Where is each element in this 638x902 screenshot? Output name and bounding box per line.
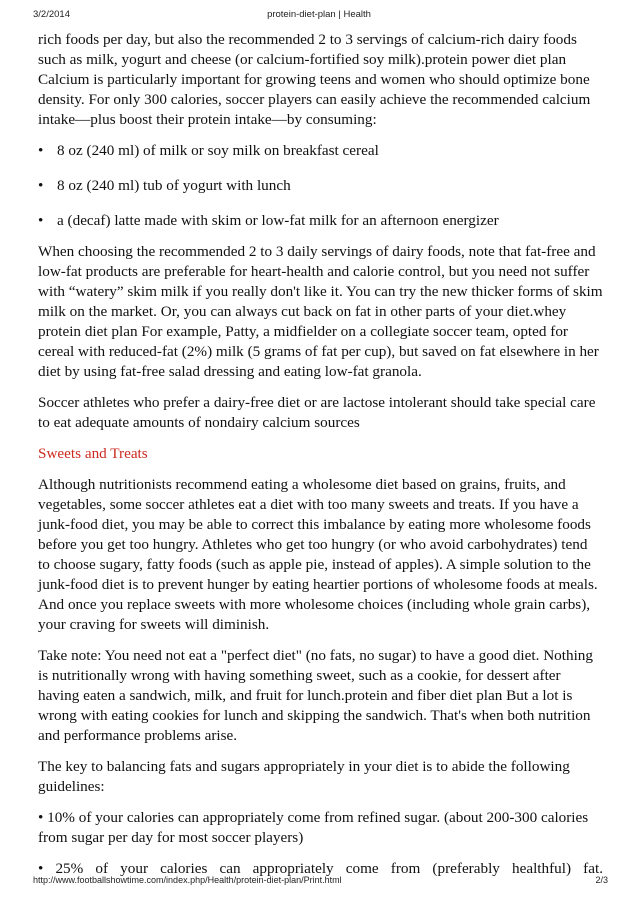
bullet-icon: • xyxy=(38,212,44,229)
list-item xyxy=(38,141,603,161)
list-item-text: 8 oz (240 ml) tub of yogurt with lunch xyxy=(57,177,291,194)
bullet-icon: • xyxy=(38,177,44,194)
list-item-text: a (decaf) latte made with skim or low-fat milk for an afternoon energizer xyxy=(57,212,499,229)
paragraph-take-note: Take note: You need not eat a "perfect diet" (no fats, no sugar) to have a good diet. Nothing is nutritionally wrong with having something sweet, such as a cookie, for dessert after having eaten a sandwich, milk, and fruit for lunch.protein and fiber diet plan But a lot is wrong with eating cookies for lunch and skipping the sandwich. That's when both nutrition and performance problems arise. xyxy=(38,647,593,744)
paragraph-junk-food: Although nutritionists recommend eating a wholesome diet based on grains, fruits, and vegetables, some soccer athletes eat a diet with too many sweets and treats. If you have a junk-food diet, you may be able to correct this imbalance by eating more wholesome foods before you get too hungry. Athletes who get too hungry (or who avoid carbohydrates) tend to choose sugary, fatty foods (such as apple pie, instead of apples). A simple solution to the junk-food diet is to prevent hunger by eating heartier portions of wholesome foods at meals. And once you replace sweets with more wholesome choices (including whole grain carbs), your craving for sweets will diminish. xyxy=(38,476,598,633)
paragraph-dairy-choices: When choosing the recommended 2 to 3 daily servings of dairy foods, note that fat-free and low-fat products are preferable for heart-health and calorie control, but you need not suffer with “watery” skim milk if you really don't like it. You can try the new thicker forms of skim milk on the market. Or, you can always cut back on fat in other parts of your diet.whey protein diet plan For example, Patty, a midfielder on a collegiate soccer team, opted for cereal with reduced-fat (2%) milk (5 grams of fat per cup), but saved on fat elsewhere in her diet by using fat-free salad dressing and eating low-fat granola. xyxy=(38,243,603,380)
source-url: http://www.footballshowtime.com/index.php/Health/protein-diet-plan/Print.html xyxy=(33,875,342,885)
list-item xyxy=(38,176,603,196)
page-title: protein-diet-plan | Health xyxy=(267,9,371,20)
print-date: 3/2/2014 xyxy=(33,9,70,20)
paragraph-fat-guideline: • 25% of your calories can appropriately come from (preferably healthful) fat. xyxy=(38,860,603,877)
list-item xyxy=(38,211,603,231)
bullet-icon: • xyxy=(38,142,44,159)
section-heading-sweets: Sweets and Treats xyxy=(38,445,148,462)
article-body xyxy=(38,30,603,890)
page-number: 2/3 xyxy=(595,875,608,885)
paragraph-sugar-guideline: • 10% of your calories can appropriately come from refined sugar. (about 200-300 calories from sugar per day for most soccer players) xyxy=(38,809,589,846)
calcium-sources-list xyxy=(38,141,603,231)
paragraph-guidelines-intro: The key to balancing fats and sugars appropriately in your diet is to abide the following guidelines: xyxy=(38,758,570,795)
list-item-text: 8 oz (240 ml) of milk or soy milk on breakfast cereal xyxy=(57,142,379,159)
paragraph-calcium-intro: rich foods per day, but also the recommended 2 to 3 servings of calcium-rich dairy foods such as milk, yogurt and cheese (or calcium-fortified soy milk).protein power diet plan Calcium is particularly important for growing teens and women who should optimize bone density. For only 300 calories, soccer players can easily achieve the recommended calcium intake—plus boost their protein intake—by consuming: xyxy=(38,31,591,128)
paragraph-dairy-free: Soccer athletes who prefer a dairy-free diet or are lactose intolerant should take special care to eat adequate amounts of nondairy calcium sources xyxy=(38,394,596,431)
